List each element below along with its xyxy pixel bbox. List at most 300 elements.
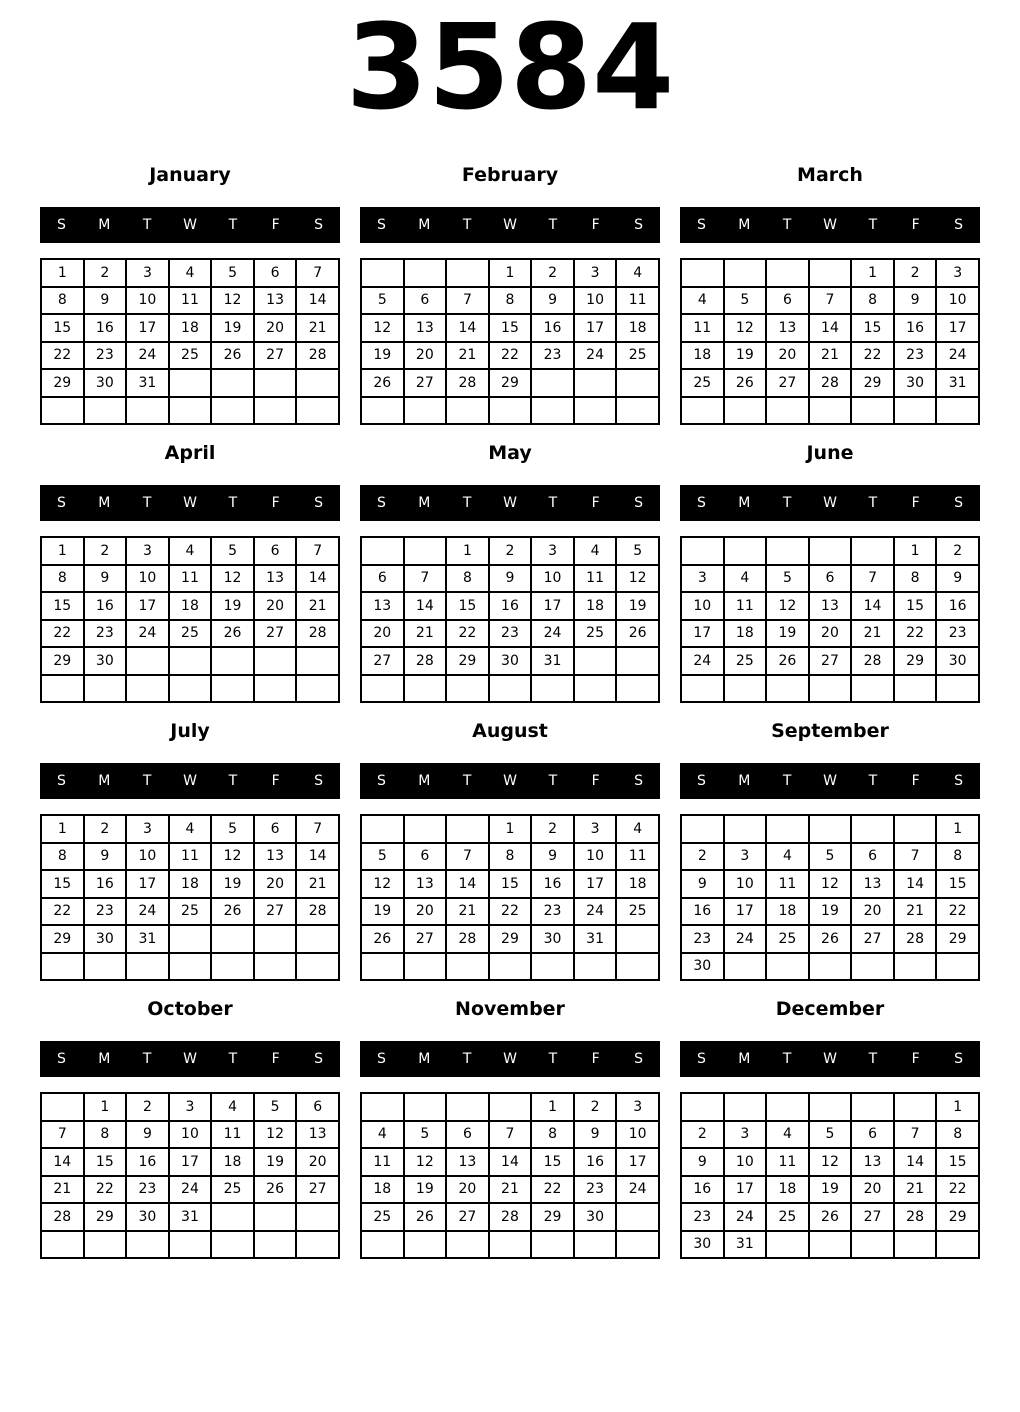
day-cell: 9 <box>894 287 937 315</box>
empty-day-cell <box>296 397 339 425</box>
day-cell: 5 <box>724 287 767 315</box>
day-cell: 11 <box>211 1121 254 1149</box>
day-cell: 10 <box>169 1121 212 1149</box>
day-cell: 20 <box>296 1148 339 1176</box>
week-row <box>361 342 659 370</box>
day-cell: 23 <box>681 1203 724 1231</box>
day-cell: 14 <box>851 592 894 620</box>
day-cell: 9 <box>936 565 979 593</box>
day-cell: 21 <box>894 898 937 926</box>
empty-day-cell <box>84 953 127 981</box>
empty-day-cell <box>851 953 894 981</box>
empty-day-cell <box>531 397 574 425</box>
day-cell: 27 <box>446 1203 489 1231</box>
day-cell: 30 <box>84 925 127 953</box>
day-cell: 30 <box>126 1203 169 1231</box>
day-cell: 20 <box>254 870 297 898</box>
day-cell: 29 <box>489 369 532 397</box>
day-cell: 8 <box>84 1121 127 1149</box>
week-row <box>41 397 339 425</box>
empty-day-cell <box>169 925 212 953</box>
weekday-label: T <box>142 773 152 789</box>
day-cell: 24 <box>574 898 617 926</box>
week-row <box>681 1148 979 1176</box>
weekday-label: T <box>868 1051 878 1067</box>
day-cell: 16 <box>489 592 532 620</box>
empty-day-cell <box>254 953 297 981</box>
empty-day-cell <box>211 953 254 981</box>
weekday-header-bar <box>40 1041 340 1077</box>
day-cell: 21 <box>296 314 339 342</box>
month-days-table <box>680 258 980 425</box>
month-days-table <box>680 1092 980 1259</box>
empty-day-cell <box>574 953 617 981</box>
empty-day-cell <box>211 647 254 675</box>
day-cell: 8 <box>41 843 84 871</box>
weekday-label: W <box>183 495 197 511</box>
day-cell: 22 <box>41 898 84 926</box>
day-cell: 15 <box>84 1148 127 1176</box>
month-block <box>680 721 980 981</box>
weekday-label: S <box>56 217 66 233</box>
month-name: January <box>149 164 231 186</box>
day-cell: 8 <box>41 287 84 315</box>
day-cell: 20 <box>851 1176 894 1204</box>
day-cell: 21 <box>41 1176 84 1204</box>
day-cell: 3 <box>936 259 979 287</box>
empty-day-cell <box>169 1231 212 1259</box>
weekday-label: W <box>183 1051 197 1067</box>
day-cell: 10 <box>126 565 169 593</box>
day-cell: 28 <box>446 925 489 953</box>
day-cell: 29 <box>936 925 979 953</box>
day-cell: 30 <box>84 647 127 675</box>
day-cell: 8 <box>851 287 894 315</box>
month-days-table <box>360 536 660 703</box>
weekday-label: S <box>376 1051 386 1067</box>
empty-day-cell <box>361 397 404 425</box>
day-cell: 31 <box>126 925 169 953</box>
day-cell: 28 <box>296 620 339 648</box>
month-name: October <box>147 998 233 1020</box>
weekday-label: W <box>503 773 517 789</box>
day-cell: 19 <box>211 592 254 620</box>
day-cell: 2 <box>84 259 127 287</box>
day-cell: 27 <box>254 620 297 648</box>
day-cell: 27 <box>296 1176 339 1204</box>
week-row <box>361 592 659 620</box>
day-cell: 31 <box>936 369 979 397</box>
day-cell: 20 <box>809 620 852 648</box>
empty-day-cell <box>616 675 659 703</box>
empty-day-cell <box>724 815 767 843</box>
day-cell: 28 <box>489 1203 532 1231</box>
day-cell: 1 <box>41 537 84 565</box>
day-cell: 7 <box>296 537 339 565</box>
day-cell: 9 <box>574 1121 617 1149</box>
empty-day-cell <box>851 1093 894 1121</box>
weekday-label: S <box>56 495 66 511</box>
month-block <box>360 165 660 425</box>
day-cell: 18 <box>616 314 659 342</box>
empty-day-cell <box>574 397 617 425</box>
day-cell: 4 <box>766 1121 809 1149</box>
day-cell: 14 <box>446 314 489 342</box>
weekday-label: M <box>738 495 751 511</box>
day-cell: 11 <box>616 287 659 315</box>
day-cell: 22 <box>84 1176 127 1204</box>
month-days-table <box>360 814 660 981</box>
day-cell: 7 <box>446 287 489 315</box>
day-cell: 22 <box>851 342 894 370</box>
week-row <box>681 369 979 397</box>
week-row <box>41 1148 339 1176</box>
day-cell: 29 <box>851 369 894 397</box>
day-cell: 21 <box>809 342 852 370</box>
day-cell: 3 <box>126 537 169 565</box>
weekday-label: M <box>98 773 111 789</box>
month-name: September <box>771 720 889 742</box>
weekday-label: S <box>696 495 706 511</box>
weekday-header-bar <box>680 207 980 243</box>
day-cell: 24 <box>681 647 724 675</box>
empty-day-cell <box>211 1231 254 1259</box>
day-cell: 19 <box>361 898 404 926</box>
day-cell: 6 <box>254 537 297 565</box>
day-cell: 25 <box>169 898 212 926</box>
weekday-label: W <box>823 773 837 789</box>
empty-day-cell <box>126 675 169 703</box>
day-cell: 19 <box>616 592 659 620</box>
empty-day-cell <box>809 675 852 703</box>
weekday-label: S <box>954 217 964 233</box>
day-cell: 15 <box>936 1148 979 1176</box>
empty-day-cell <box>489 1231 532 1259</box>
weekday-label: S <box>696 773 706 789</box>
day-cell: 14 <box>894 1148 937 1176</box>
empty-day-cell <box>254 1231 297 1259</box>
day-cell: 4 <box>724 565 767 593</box>
day-cell: 18 <box>724 620 767 648</box>
empty-day-cell <box>446 675 489 703</box>
day-cell: 12 <box>809 1148 852 1176</box>
day-cell: 5 <box>361 843 404 871</box>
empty-day-cell <box>254 647 297 675</box>
weekday-label: F <box>271 495 280 511</box>
weekday-label: T <box>228 1051 238 1067</box>
empty-day-cell <box>489 675 532 703</box>
weekday-label: S <box>954 1051 964 1067</box>
weekday-label: F <box>911 495 920 511</box>
day-cell: 2 <box>126 1093 169 1121</box>
month-block <box>680 165 980 425</box>
week-row <box>41 592 339 620</box>
month-block <box>680 999 980 1259</box>
week-row <box>41 870 339 898</box>
day-cell: 17 <box>126 314 169 342</box>
month-days-table <box>680 814 980 981</box>
week-row <box>681 898 979 926</box>
day-cell: 5 <box>361 287 404 315</box>
day-cell: 24 <box>126 342 169 370</box>
week-row <box>681 287 979 315</box>
weekday-label: T <box>868 495 878 511</box>
empty-day-cell <box>296 647 339 675</box>
day-cell: 25 <box>766 925 809 953</box>
empty-day-cell <box>404 1231 447 1259</box>
week-row <box>361 815 659 843</box>
week-row <box>41 815 339 843</box>
day-cell: 13 <box>404 870 447 898</box>
day-cell: 29 <box>936 1203 979 1231</box>
day-cell: 30 <box>894 369 937 397</box>
day-cell: 28 <box>894 1203 937 1231</box>
day-cell: 18 <box>766 1176 809 1204</box>
day-cell: 8 <box>936 843 979 871</box>
day-cell: 3 <box>126 815 169 843</box>
day-cell: 15 <box>851 314 894 342</box>
weekday-header-bar <box>40 763 340 799</box>
month-block <box>40 443 340 703</box>
day-cell: 19 <box>809 898 852 926</box>
empty-day-cell <box>809 259 852 287</box>
empty-day-cell <box>936 675 979 703</box>
week-row <box>681 675 979 703</box>
empty-day-cell <box>404 397 447 425</box>
day-cell: 21 <box>851 620 894 648</box>
empty-day-cell <box>41 953 84 981</box>
day-cell: 28 <box>404 647 447 675</box>
weekday-label: W <box>503 495 517 511</box>
empty-day-cell <box>724 675 767 703</box>
day-cell: 25 <box>211 1176 254 1204</box>
week-row <box>41 925 339 953</box>
day-cell: 9 <box>531 843 574 871</box>
week-row <box>41 1176 339 1204</box>
day-cell: 7 <box>851 565 894 593</box>
month-name: May <box>488 442 532 464</box>
empty-day-cell <box>809 953 852 981</box>
empty-day-cell <box>84 1231 127 1259</box>
day-cell: 8 <box>531 1121 574 1149</box>
empty-day-cell <box>851 397 894 425</box>
day-cell: 5 <box>616 537 659 565</box>
day-cell: 17 <box>616 1148 659 1176</box>
day-cell: 5 <box>211 537 254 565</box>
day-cell: 11 <box>616 843 659 871</box>
empty-day-cell <box>446 815 489 843</box>
day-cell: 24 <box>126 620 169 648</box>
weekday-label: S <box>314 495 324 511</box>
weekday-label: M <box>98 217 111 233</box>
month-days-table <box>680 536 980 703</box>
weekday-label: T <box>868 773 878 789</box>
day-cell: 4 <box>169 537 212 565</box>
day-cell: 25 <box>681 369 724 397</box>
empty-day-cell <box>489 397 532 425</box>
day-cell: 2 <box>84 815 127 843</box>
day-cell: 1 <box>936 815 979 843</box>
day-cell: 18 <box>169 592 212 620</box>
day-cell: 12 <box>724 314 767 342</box>
month-block <box>360 999 660 1259</box>
empty-day-cell <box>296 675 339 703</box>
weekday-label: S <box>696 1051 706 1067</box>
week-row <box>681 843 979 871</box>
weekday-label: S <box>56 773 66 789</box>
empty-day-cell <box>361 815 404 843</box>
day-cell: 27 <box>404 369 447 397</box>
month-block <box>680 443 980 703</box>
day-cell: 3 <box>616 1093 659 1121</box>
day-cell: 13 <box>254 843 297 871</box>
day-cell: 2 <box>531 259 574 287</box>
day-cell: 12 <box>766 592 809 620</box>
week-row <box>681 259 979 287</box>
empty-day-cell <box>361 675 404 703</box>
day-cell: 23 <box>84 342 127 370</box>
day-cell: 18 <box>211 1148 254 1176</box>
week-row <box>681 314 979 342</box>
weekday-label: F <box>591 773 600 789</box>
week-row <box>681 647 979 675</box>
day-cell: 16 <box>84 592 127 620</box>
day-cell: 3 <box>574 259 617 287</box>
day-cell: 3 <box>724 1121 767 1149</box>
day-cell: 10 <box>574 287 617 315</box>
weekday-label: T <box>228 495 238 511</box>
month-days-table <box>40 258 340 425</box>
day-cell: 27 <box>809 647 852 675</box>
day-cell: 17 <box>531 592 574 620</box>
month-days-table <box>40 1092 340 1259</box>
weekday-label: W <box>183 217 197 233</box>
empty-day-cell <box>574 369 617 397</box>
week-row <box>361 1093 659 1121</box>
weekday-label: F <box>271 1051 280 1067</box>
day-cell: 17 <box>169 1148 212 1176</box>
empty-day-cell <box>616 397 659 425</box>
day-cell: 14 <box>809 314 852 342</box>
weekday-label: T <box>868 217 878 233</box>
weekday-header-bar <box>680 763 980 799</box>
day-cell: 11 <box>766 1148 809 1176</box>
empty-day-cell <box>724 259 767 287</box>
empty-day-cell <box>681 675 724 703</box>
day-cell: 11 <box>681 314 724 342</box>
day-cell: 6 <box>254 815 297 843</box>
week-row <box>361 620 659 648</box>
empty-day-cell <box>254 1203 297 1231</box>
week-row <box>681 815 979 843</box>
day-cell: 11 <box>574 565 617 593</box>
empty-day-cell <box>211 1203 254 1231</box>
empty-day-cell <box>169 675 212 703</box>
empty-day-cell <box>446 259 489 287</box>
week-row <box>361 647 659 675</box>
day-cell: 11 <box>169 287 212 315</box>
day-cell: 26 <box>809 925 852 953</box>
day-cell: 16 <box>681 1176 724 1204</box>
week-row <box>41 620 339 648</box>
weekday-header-bar <box>40 485 340 521</box>
week-row <box>361 565 659 593</box>
day-cell: 11 <box>724 592 767 620</box>
empty-day-cell <box>404 1093 447 1121</box>
day-cell: 13 <box>361 592 404 620</box>
month-name: April <box>164 442 216 464</box>
empty-day-cell <box>296 1231 339 1259</box>
day-cell: 2 <box>681 1121 724 1149</box>
day-cell: 12 <box>404 1148 447 1176</box>
day-cell: 19 <box>404 1176 447 1204</box>
day-cell: 23 <box>84 898 127 926</box>
day-cell: 15 <box>531 1148 574 1176</box>
weekday-label: T <box>228 773 238 789</box>
day-cell: 14 <box>296 843 339 871</box>
weekday-label: W <box>183 773 197 789</box>
day-cell: 29 <box>531 1203 574 1231</box>
weekday-label: S <box>376 217 386 233</box>
day-cell: 4 <box>681 287 724 315</box>
day-cell: 8 <box>936 1121 979 1149</box>
day-cell: 26 <box>361 369 404 397</box>
day-cell: 6 <box>809 565 852 593</box>
week-row <box>361 925 659 953</box>
empty-day-cell <box>766 1231 809 1259</box>
day-cell: 28 <box>296 898 339 926</box>
day-cell: 4 <box>361 1121 404 1149</box>
day-cell: 31 <box>724 1231 767 1259</box>
day-cell: 19 <box>809 1176 852 1204</box>
weekday-label: T <box>142 217 152 233</box>
day-cell: 10 <box>574 843 617 871</box>
week-row <box>681 1203 979 1231</box>
day-cell: 4 <box>574 537 617 565</box>
day-cell: 16 <box>84 870 127 898</box>
day-cell: 11 <box>361 1148 404 1176</box>
day-cell: 26 <box>211 620 254 648</box>
month-block <box>360 443 660 703</box>
weekday-label: T <box>548 773 558 789</box>
week-row <box>41 953 339 981</box>
day-cell: 10 <box>724 1148 767 1176</box>
day-cell: 12 <box>211 843 254 871</box>
day-cell: 27 <box>254 342 297 370</box>
empty-day-cell <box>894 953 937 981</box>
weekday-label: S <box>314 773 324 789</box>
day-cell: 26 <box>809 1203 852 1231</box>
empty-day-cell <box>361 537 404 565</box>
day-cell: 20 <box>254 314 297 342</box>
weekday-label: M <box>738 773 751 789</box>
day-cell: 26 <box>211 898 254 926</box>
day-cell: 16 <box>574 1148 617 1176</box>
weekday-label: F <box>271 773 280 789</box>
day-cell: 18 <box>616 870 659 898</box>
day-cell: 28 <box>894 925 937 953</box>
day-cell: 24 <box>574 342 617 370</box>
weekday-label: W <box>503 1051 517 1067</box>
empty-day-cell <box>809 1231 852 1259</box>
day-cell: 16 <box>84 314 127 342</box>
weekday-label: S <box>314 1051 324 1067</box>
empty-day-cell <box>681 815 724 843</box>
day-cell: 9 <box>84 287 127 315</box>
day-cell: 24 <box>616 1176 659 1204</box>
day-cell: 16 <box>531 870 574 898</box>
day-cell: 5 <box>404 1121 447 1149</box>
